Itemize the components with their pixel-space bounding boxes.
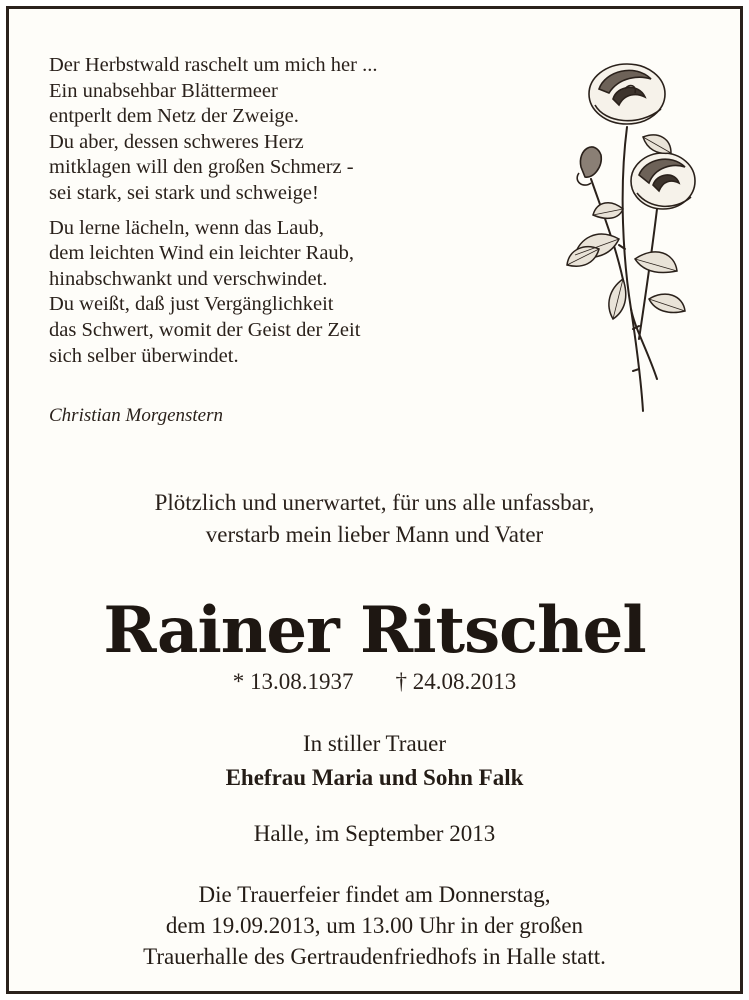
- poem-line: sei stark, sei stark und schweige!: [49, 181, 319, 204]
- poem-stanza-2: [49, 216, 549, 370]
- life-dates: [9, 669, 740, 695]
- poem-line: dem leichten Wind ein leichter Raub,: [49, 242, 355, 265]
- poem-line: das Schwert, womit der Geist der Zeit: [49, 318, 361, 341]
- announcement-line: Plötzlich und unerwartet, für uns alle unfassbar,: [154, 490, 595, 515]
- funeral-line: dem 19.09.2013, um 13.00 Uhr in der großen: [165, 913, 584, 938]
- funeral-line: Trauerhalle des Gertraudenfriedhofs in Halle statt.: [143, 944, 606, 969]
- poem-author: Christian Morgenstern: [49, 405, 223, 426]
- poem: [49, 53, 549, 378]
- poem-line: Ein unabsehbar Blättermeer: [49, 79, 278, 102]
- birth-date: * 13.08.1937: [232, 669, 354, 694]
- place-date: Halle, im September 2013: [253, 821, 496, 846]
- announcement: [9, 487, 740, 551]
- poem-line: Du aber, dessen schweres Herz: [49, 130, 304, 153]
- poem-stanza-1: [49, 53, 549, 207]
- deceased-name: Rainer Ritschel: [103, 593, 646, 668]
- poem-line: Du weißt, daß just Vergänglichkeit: [49, 293, 334, 316]
- rose-drawing-icon: [539, 49, 719, 419]
- poem-line: hinabschwankt und verschwindet.: [49, 267, 328, 290]
- poem-line: Der Herbstwald raschelt um mich her ...: [49, 54, 378, 76]
- funeral-line: Die Trauerfeier findet am Donnerstag,: [198, 882, 551, 907]
- mourners: [9, 727, 740, 795]
- poem-line: sich selber überwindet.: [49, 344, 239, 367]
- obituary-card: [6, 6, 743, 994]
- poem-line: Du lerne lächeln, wenn das Laub,: [49, 216, 324, 239]
- funeral-notice: [9, 879, 740, 972]
- poem-line: mitklagen will den großen Schmerz -: [49, 156, 354, 179]
- mourning-intro: In stiller Trauer: [302, 731, 447, 756]
- death-date: † 24.08.2013: [395, 669, 517, 694]
- announcement-line: verstarb mein lieber Mann und Vater: [205, 522, 544, 547]
- mourning-family: Ehefrau Maria und Sohn Falk: [225, 765, 524, 790]
- poem-line: entperlt dem Netz der Zweige.: [49, 105, 299, 128]
